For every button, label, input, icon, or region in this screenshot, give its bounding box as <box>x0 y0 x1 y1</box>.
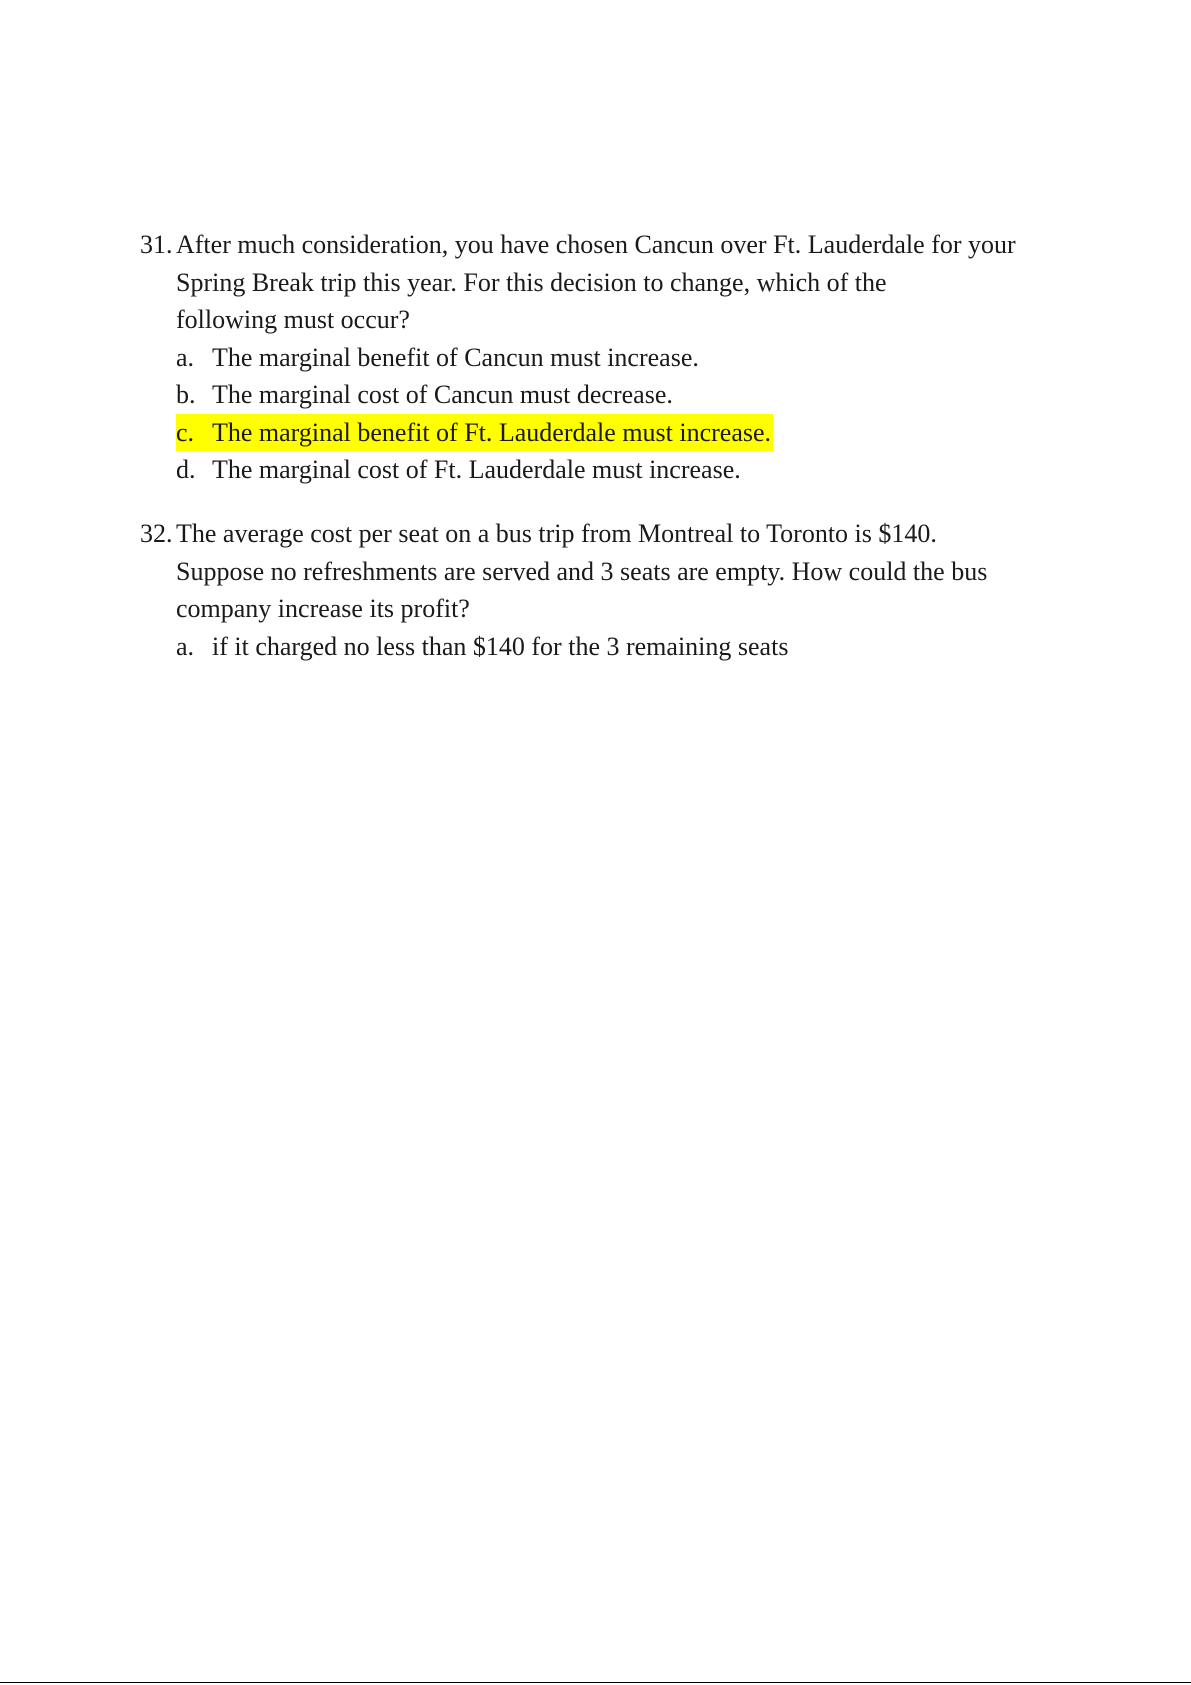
option-text: The marginal benefit of Cancun must increase. <box>212 342 699 372</box>
stem-line: company increase its profit? <box>176 594 470 623</box>
highlight-mark <box>176 414 773 452</box>
question-number: 32. <box>140 519 173 548</box>
question-number: 31. <box>140 230 173 259</box>
option-text: The marginal cost of Cancun must decrease. <box>212 380 673 409</box>
stem-line: following must occur? <box>176 305 410 334</box>
question-stem-row <box>140 226 1040 339</box>
question-stem <box>176 226 1040 339</box>
answer-option-c-highlighted <box>176 414 1040 452</box>
answer-options <box>140 339 1040 489</box>
option-letter: a. <box>176 631 195 661</box>
question-stem-row <box>140 515 1040 628</box>
option-letter: b. <box>176 380 196 409</box>
option-text: if it charged no less than $140 for the 3 remaining seats <box>212 631 789 661</box>
question-32 <box>140 515 1040 665</box>
answer-option-a <box>176 628 1040 666</box>
option-letter: c. <box>176 417 195 447</box>
option-text: The marginal cost of Ft. Lauderdale must increase. <box>212 455 741 484</box>
stem-line: Spring Break trip this year. For this decision to change, which of the <box>176 267 887 297</box>
option-text: The marginal benefit of Ft. Lauderdale must increase. <box>212 417 772 447</box>
answer-option-d <box>176 451 1040 489</box>
stem-line: Suppose no refreshments are served and 3 seats are empty. How could the bus <box>176 556 988 586</box>
page-bottom-rule <box>0 1682 1191 1683</box>
option-letter: d. <box>176 455 196 484</box>
answer-option-b <box>176 376 1040 414</box>
stem-line: The average cost per seat on a bus trip from Montreal to Toronto is $140. <box>176 519 937 548</box>
question-stem <box>176 515 1040 628</box>
option-letter: a. <box>176 342 195 372</box>
answer-option-a <box>176 339 1040 377</box>
stem-line: After much consideration, you have chosen Cancun over Ft. Lauderdale for your <box>176 230 1016 259</box>
answer-options <box>140 628 1040 666</box>
question-31 <box>140 226 1040 489</box>
